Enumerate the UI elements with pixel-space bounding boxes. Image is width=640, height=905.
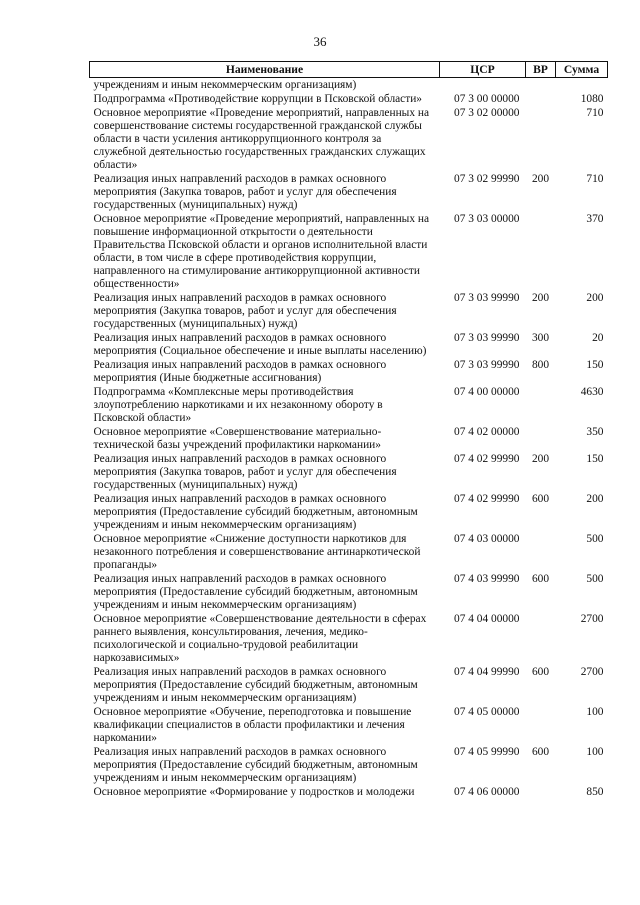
cell-vr: 200 <box>531 453 550 465</box>
cell-csr: 07 4 05 00000 <box>454 706 520 718</box>
cell-name: Подпрограмма «Противодействие коррупции в Псковской области» <box>93 93 423 105</box>
cell-vr <box>526 705 556 745</box>
cell-name: Основное мероприятие «Проведение мероприятий, направленных на совершенствование системы государственной гражданской службы области в части усиления антикоррупционного контроля за служебной деятельностью государственных гражданских служащих области» <box>93 107 430 171</box>
table-row <box>90 612 608 665</box>
cell-vr: 600 <box>531 493 550 505</box>
cell-csr: 07 4 06 00000 <box>454 786 520 798</box>
table-header-row <box>90 62 608 78</box>
cell-sum: 350 <box>586 426 604 438</box>
cell-csr <box>440 78 526 93</box>
cell-csr: 07 4 02 99990 <box>454 453 520 465</box>
cell-name: Подпрограмма «Комплексные меры противодействия злоупотреблению наркотиками и их незаконному обороту в Псковской области» <box>93 386 383 424</box>
cell-csr: 07 3 03 00000 <box>454 213 520 225</box>
cell-name: Реализация иных направлений расходов в рамках основного мероприятия (Закупка товаров, работ и услуг для обеспечения государственных (муниципальных) нужд) <box>93 173 397 211</box>
table-row <box>90 106 608 172</box>
cell-name: Реализация иных направлений расходов в рамках основного мероприятия (Предоставление субсидий бюджетным, автономным учреждениям и иным некоммерческим организациям) <box>93 493 418 531</box>
table-row <box>90 452 608 492</box>
cell-sum: 100 <box>586 706 604 718</box>
cell-sum: 500 <box>586 573 604 585</box>
cell-vr: 200 <box>531 292 550 304</box>
cell-name: учреждениям и иным некоммерческим организациям) <box>93 79 357 91</box>
cell-name: Основное мероприятие «Снижение доступности наркотиков для незаконного потребления и совершенствование антинаркотической пропаганды» <box>93 533 421 571</box>
table-row <box>90 212 608 291</box>
cell-vr <box>526 785 556 799</box>
cell-name: Реализация иных направлений расходов в рамках основного мероприятия (Предоставление субсидий бюджетным, автономным учреждениям и иным некоммерческим организациям) <box>93 666 418 704</box>
cell-name: Реализация иных направлений расходов в рамках основного мероприятия (Социальное обеспечение и иные выплаты населению) <box>93 332 427 357</box>
cell-vr: 300 <box>531 332 550 344</box>
cell-csr: 07 3 02 99990 <box>454 173 520 185</box>
cell-name: Основное мероприятие «Совершенствование материально-технической базы учреждений профилактики наркомании» <box>93 426 382 451</box>
cell-csr: 07 4 03 00000 <box>454 533 520 545</box>
cell-vr <box>526 212 556 291</box>
cell-sum: 370 <box>586 213 604 225</box>
cell-csr: 07 3 02 00000 <box>454 107 520 119</box>
cell-csr: 07 3 03 99990 <box>454 332 520 344</box>
table-row <box>90 705 608 745</box>
cell-sum: 4630 <box>580 386 604 398</box>
table-row <box>90 532 608 572</box>
cell-sum: 200 <box>586 292 604 304</box>
cell-csr: 07 4 05 99990 <box>454 746 520 758</box>
cell-csr: 07 4 04 99990 <box>454 666 520 678</box>
table-row <box>90 572 608 612</box>
cell-vr <box>526 92 556 106</box>
column-header-vr: ВР <box>526 62 556 78</box>
cell-csr: 07 4 03 99990 <box>454 573 520 585</box>
cell-name: Основное мероприятие «Формирование у подростков и молодежи <box>93 786 415 798</box>
table-row <box>90 665 608 705</box>
table-row <box>90 291 608 331</box>
budget-table <box>89 61 608 799</box>
table-row <box>90 425 608 452</box>
cell-csr: 07 3 03 99990 <box>454 359 520 371</box>
table-row <box>90 785 608 799</box>
cell-sum: 150 <box>586 359 604 371</box>
cell-vr <box>526 106 556 172</box>
table-row <box>90 492 608 532</box>
table-row <box>90 92 608 106</box>
cell-vr: 600 <box>531 666 550 678</box>
table-body <box>90 78 608 800</box>
cell-csr: 07 4 04 00000 <box>454 613 520 625</box>
table-row <box>90 745 608 785</box>
cell-sum: 20 <box>592 332 604 344</box>
cell-name: Основное мероприятие «Проведение мероприятий, направленных на повышение информационной открытости о деятельности Правительства Псковской области и органов исполнительной власти области, в том числе в сфере противодействия коррупции, направленного на стимулирование антикоррупционной активности общественности» <box>93 213 430 290</box>
cell-name: Основное мероприятие «Совершенствование деятельности в сферах раннего выявления, консультирования, лечения, медико-психологической и социально-трудовой реабилитации наркозависимых» <box>93 613 427 664</box>
cell-vr: 600 <box>531 573 550 585</box>
cell-sum <box>556 78 608 93</box>
cell-name: Реализация иных направлений расходов в рамках основного мероприятия (Иные бюджетные ассигнования) <box>93 359 387 384</box>
table-row <box>90 172 608 212</box>
cell-vr: 600 <box>531 746 550 758</box>
cell-sum: 2700 <box>580 666 604 678</box>
cell-sum: 150 <box>586 453 604 465</box>
cell-csr: 07 4 02 00000 <box>454 426 520 438</box>
column-header-csr: ЦСР <box>440 62 526 78</box>
cell-csr: 07 4 02 99990 <box>454 493 520 505</box>
cell-name: Реализация иных направлений расходов в рамках основного мероприятия (Закупка товаров, работ и услуг для обеспечения государственных (муниципальных) нужд) <box>93 453 397 491</box>
cell-sum: 850 <box>586 786 604 798</box>
table-row <box>90 358 608 385</box>
cell-vr: 800 <box>531 359 550 371</box>
cell-csr: 07 3 03 99990 <box>454 292 520 304</box>
cell-vr <box>526 78 556 93</box>
table-row <box>90 78 608 93</box>
cell-vr <box>526 532 556 572</box>
cell-csr: 07 4 00 00000 <box>454 386 520 398</box>
column-header-sum: Сумма <box>556 62 608 78</box>
cell-name: Реализация иных направлений расходов в рамках основного мероприятия (Закупка товаров, работ и услуг для обеспечения государственных (муниципальных) нужд) <box>93 292 397 330</box>
cell-sum: 1080 <box>580 93 604 105</box>
table-row <box>90 331 608 358</box>
cell-vr <box>526 385 556 425</box>
cell-sum: 710 <box>586 173 604 185</box>
cell-sum: 2700 <box>580 613 604 625</box>
cell-vr <box>526 425 556 452</box>
page-number: 36 <box>313 34 327 49</box>
cell-sum: 500 <box>586 533 604 545</box>
cell-vr <box>526 612 556 665</box>
cell-csr: 07 3 00 00000 <box>454 93 520 105</box>
cell-name: Реализация иных направлений расходов в рамках основного мероприятия (Предоставление субсидий бюджетным, автономным учреждениям и иным некоммерческим организациям) <box>93 573 418 611</box>
table-row <box>90 385 608 425</box>
cell-name: Основное мероприятие «Обучение, переподготовка и повышение квалификации специалистов в области профилактики и лечения наркомании» <box>93 706 412 744</box>
cell-sum: 710 <box>586 107 604 119</box>
cell-sum: 100 <box>586 746 604 758</box>
column-header-name: Наименование <box>90 62 440 78</box>
cell-vr: 200 <box>531 173 550 185</box>
cell-sum: 200 <box>586 493 604 505</box>
cell-name: Реализация иных направлений расходов в рамках основного мероприятия (Предоставление субсидий бюджетным, автономным учреждениям и иным некоммерческим организациям) <box>93 746 418 784</box>
